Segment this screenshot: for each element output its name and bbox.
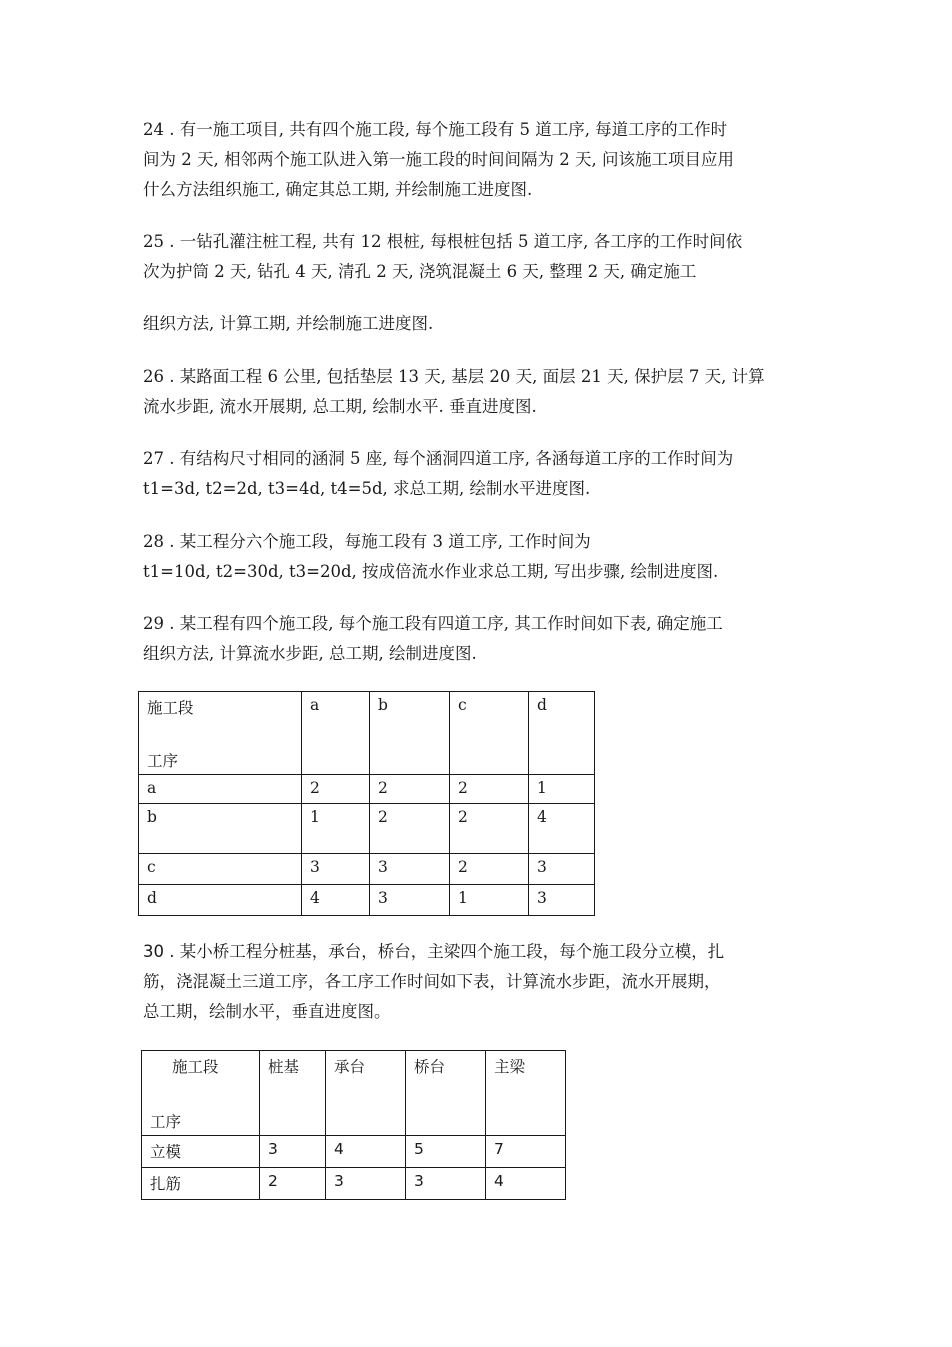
table-cell: 2 bbox=[302, 775, 370, 804]
table-cell: 4 bbox=[529, 804, 595, 854]
table-cell: 2 bbox=[450, 804, 529, 854]
table-cell: 3 bbox=[529, 885, 595, 916]
row-label: c bbox=[139, 854, 302, 885]
column-header: d bbox=[529, 692, 595, 775]
row-label: 扎筋 bbox=[142, 1168, 260, 1200]
row-label: d bbox=[139, 885, 302, 916]
question-27: 27 . 有结构尺寸相同的涵洞 5 座, 每个涵洞四道工序, 各涵每道工序的工作时间为 t1=3d, t2=2d, t3=4d, t4=5d, 求总工期, 绘制水平进度图. bbox=[143, 449, 734, 498]
table-cell: 3 bbox=[406, 1168, 486, 1200]
column-header: 桩基 bbox=[260, 1051, 326, 1136]
question-28: 28 . 某工程分六个施工段，每施工段有 3 道工序, 工作时间为 t1=10d, t2=30d, t3=20d, 按成倍流水作业求总工期, 写出步骤, 绘制进度图. bbox=[143, 532, 719, 581]
table-row bbox=[142, 1136, 566, 1168]
table-header-row bbox=[142, 1051, 566, 1136]
table-row bbox=[139, 854, 595, 885]
table-cell: 2 bbox=[370, 804, 450, 854]
table-cell: 7 bbox=[486, 1136, 566, 1168]
question-25-continued: 组织方法, 计算工期, 并绘制施工进度图. bbox=[143, 314, 434, 333]
question-25: 25 . 一钻孔灌注桩工程, 共有 12 根桩, 每根桩包括 5 道工序, 各工序的工作时间依 次为护筒 2 天, 钻孔 4 天, 清孔 2 天, 浇筑混凝土 6 天, 整理 2 天, 确定施工 bbox=[143, 232, 743, 281]
table-cell: 5 bbox=[406, 1136, 486, 1168]
table-cell: 1 bbox=[302, 804, 370, 854]
column-header: b bbox=[370, 692, 450, 775]
table-cell: 3 bbox=[260, 1136, 326, 1168]
table-cell: 4 bbox=[486, 1168, 566, 1200]
header-process-label: 工序 bbox=[150, 1113, 182, 1131]
column-header: a bbox=[302, 692, 370, 775]
table-cell: 3 bbox=[529, 854, 595, 885]
table-q29 bbox=[138, 691, 595, 916]
table-cell: 3 bbox=[370, 854, 450, 885]
table-row bbox=[139, 804, 595, 854]
table-cell: 3 bbox=[302, 854, 370, 885]
table-cell: 1 bbox=[450, 885, 529, 916]
table-cell: 1 bbox=[529, 775, 595, 804]
row-label: a bbox=[139, 775, 302, 804]
question-26: 26 . 某路面工程 6 公里, 包括垫层 13 天, 基层 20 天, 面层 21 天, 保护层 7 天, 计算 流水步距, 流水开展期, 总工期, 绘制水平. 垂直进度图. bbox=[143, 367, 765, 416]
header-process-label: 工序 bbox=[147, 752, 179, 770]
table-corner-cell bbox=[139, 692, 302, 775]
table-cell: 4 bbox=[302, 885, 370, 916]
table-row bbox=[139, 885, 595, 916]
table-row bbox=[139, 775, 595, 804]
header-segment-label: 施工段 bbox=[172, 1058, 219, 1076]
table-cell: 2 bbox=[450, 854, 529, 885]
table-cell: 2 bbox=[260, 1168, 326, 1200]
column-header: 桥台 bbox=[406, 1051, 486, 1136]
table-cell: 2 bbox=[370, 775, 450, 804]
table-row bbox=[142, 1168, 566, 1200]
question-29: 29 . 某工程有四个施工段, 每个施工段有四道工序, 其工作时间如下表, 确定施工 组织方法, 计算流水步距, 总工期, 绘制进度图. bbox=[143, 614, 723, 663]
row-label: b bbox=[139, 804, 302, 854]
column-header: 承台 bbox=[326, 1051, 406, 1136]
table-corner-cell bbox=[142, 1051, 260, 1136]
column-header: c bbox=[450, 692, 529, 775]
table-cell: 4 bbox=[326, 1136, 406, 1168]
table-header-row bbox=[139, 692, 595, 775]
table-cell: 3 bbox=[326, 1168, 406, 1200]
column-header: 主梁 bbox=[486, 1051, 566, 1136]
question-24: 24 . 有一施工项目, 共有四个施工段, 每个施工段有 5 道工序, 每道工序的工作时 间为 2 天, 相邻两个施工队进入第一施工段的时间间隔为 2 天, 问该施工项目应用 什么方法组织施工, 确定其总工期, 并绘制施工进度图. bbox=[143, 120, 734, 199]
header-segment-label: 施工段 bbox=[147, 699, 194, 717]
row-label: 立模 bbox=[142, 1136, 260, 1168]
question-30: 30 . 某小桥工程分桩基，承台，桥台，主梁四个施工段，每个施工段分立模，扎 筋，浇混凝土三道工序，各工序工作时间如下表，计算流水步距，流水开展期， 总工期，绘制水平，垂直进度图。 bbox=[143, 942, 725, 1021]
table-cell: 2 bbox=[450, 775, 529, 804]
table-cell: 3 bbox=[370, 885, 450, 916]
table-q30 bbox=[141, 1050, 566, 1200]
